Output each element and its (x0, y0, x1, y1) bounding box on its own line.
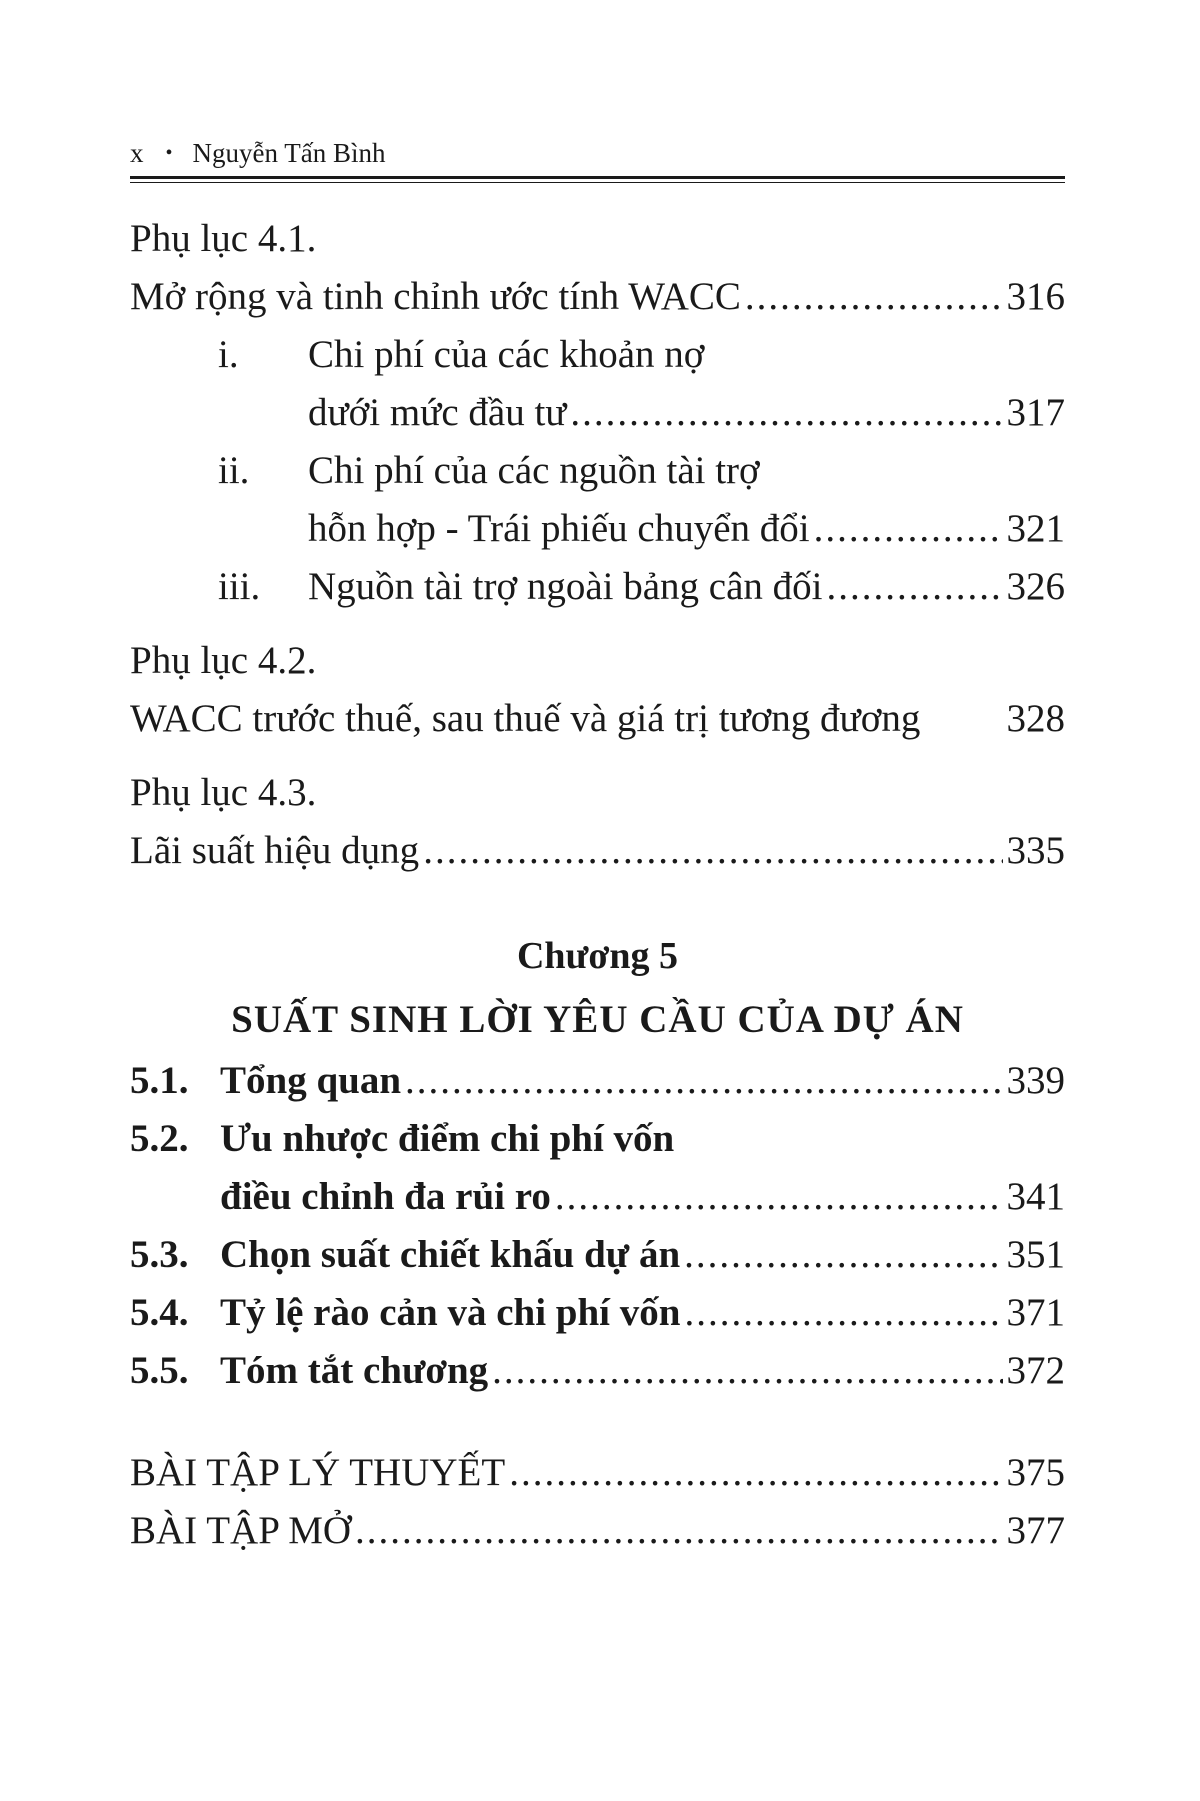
section-title: Tỷ lệ rào cản và chi phí vốn (220, 1291, 681, 1334)
section-title: Chọn suất chiết khấu dự án (220, 1233, 681, 1276)
running-header (130, 138, 386, 169)
toc-subentry-continued (130, 384, 1065, 442)
subentry-title: Chi phí của các nguồn tài trợ (308, 449, 760, 492)
toc-page-number: 326 (1006, 565, 1065, 608)
leader-dots (509, 1444, 1002, 1502)
section-number: 5.5. (130, 1349, 189, 1392)
subentry-number: i. (218, 333, 239, 376)
subentry-number: ii. (218, 449, 250, 492)
toc-entry-title: WACC trước thuế, sau thuế và giá trị tương đương (130, 697, 921, 740)
toc-subentry (130, 326, 1065, 384)
leader-dots (570, 384, 1002, 442)
header-rule-thin (130, 182, 1065, 183)
toc-subentry-continued (130, 500, 1065, 558)
subentry-title: Chi phí của các khoản nợ (308, 333, 705, 376)
toc-section (130, 1342, 1065, 1400)
toc-page-number: 321 (1006, 507, 1065, 550)
section-number: 5.4. (130, 1291, 189, 1334)
leader-dots (684, 1226, 1002, 1284)
toc-entry-title: Lãi suất hiệu dụng (130, 829, 420, 872)
bullet-separator: • (165, 142, 173, 164)
subentry-number: iii. (218, 565, 261, 608)
section-title: Tổng quan (220, 1059, 402, 1102)
appendix-label: Phụ lục 4.1. (130, 217, 317, 260)
toc-subentry (130, 442, 1065, 500)
toc-entry-title: BÀI TẬP LÝ THUYẾT (130, 1451, 506, 1494)
toc-entry-title: BÀI TẬP MỞ (130, 1509, 352, 1552)
toc-page-number: 375 (1006, 1451, 1065, 1494)
leader-dots (555, 1168, 1003, 1226)
toc-section (130, 1226, 1065, 1284)
toc-page-number: 371 (1006, 1291, 1065, 1334)
toc-section (130, 1110, 1065, 1168)
toc-page-number: 317 (1006, 391, 1065, 434)
leader-dots (355, 1502, 1002, 1560)
section-title: Ưu nhược điểm chi phí vốn (220, 1117, 675, 1160)
toc-entry (130, 822, 1065, 880)
section-title-cont: điều chỉnh đa rủi ro (220, 1175, 551, 1218)
leader-dots (492, 1342, 1002, 1400)
author-name: Nguyễn Tấn Bình (192, 138, 386, 168)
header-rule-thick (130, 176, 1065, 179)
section-number: 5.2. (130, 1117, 189, 1160)
toc-entry (130, 1444, 1065, 1502)
toc-entry (130, 690, 1065, 748)
appendix-label: Phụ lục 4.3. (130, 771, 317, 814)
toc-entry (130, 1502, 1065, 1560)
toc-page-number: 351 (1006, 1233, 1065, 1276)
page-number: x (130, 138, 144, 168)
leader-dots (827, 558, 1003, 616)
toc-page-number: 316 (1006, 275, 1065, 318)
toc-subentry (130, 558, 1065, 616)
subentry-title-cont: hỗn hợp - Trái phiếu chuyển đổi (308, 507, 810, 550)
toc-section (130, 1052, 1065, 1110)
toc-section-continued (130, 1168, 1065, 1226)
toc-page-number: 328 (1006, 697, 1065, 740)
leader-dots (814, 500, 1003, 558)
leader-dots (423, 822, 1002, 880)
subentry-title: Nguồn tài trợ ngoài bảng cân đối (308, 565, 823, 608)
subentry-title-cont: dưới mức đầu tư (308, 391, 567, 434)
leader-dots (684, 1284, 1002, 1342)
toc-entry-title: Mở rộng và tinh chỉnh ước tính WACC (130, 275, 741, 318)
table-of-contents (130, 210, 1065, 1560)
toc-section (130, 1284, 1065, 1342)
section-number: 5.3. (130, 1233, 189, 1276)
leader-dots (405, 1052, 1002, 1110)
toc-page-number: 339 (1006, 1059, 1065, 1102)
toc-entry (130, 268, 1065, 326)
section-title: Tóm tắt chương (220, 1349, 489, 1392)
chapter-number: Chương 5 (516, 935, 679, 977)
toc-page-number: 335 (1006, 829, 1065, 872)
appendix-label: Phụ lục 4.2. (130, 639, 317, 682)
chapter-title: SUẤT SINH LỜI YÊU CẦU CỦA DỰ ÁN (231, 998, 964, 1041)
toc-page-number: 372 (1006, 1349, 1065, 1392)
toc-page-number: 341 (1006, 1175, 1065, 1218)
leader-dots (745, 268, 1003, 326)
toc-page-number: 377 (1006, 1509, 1065, 1552)
section-number: 5.1. (130, 1059, 189, 1102)
